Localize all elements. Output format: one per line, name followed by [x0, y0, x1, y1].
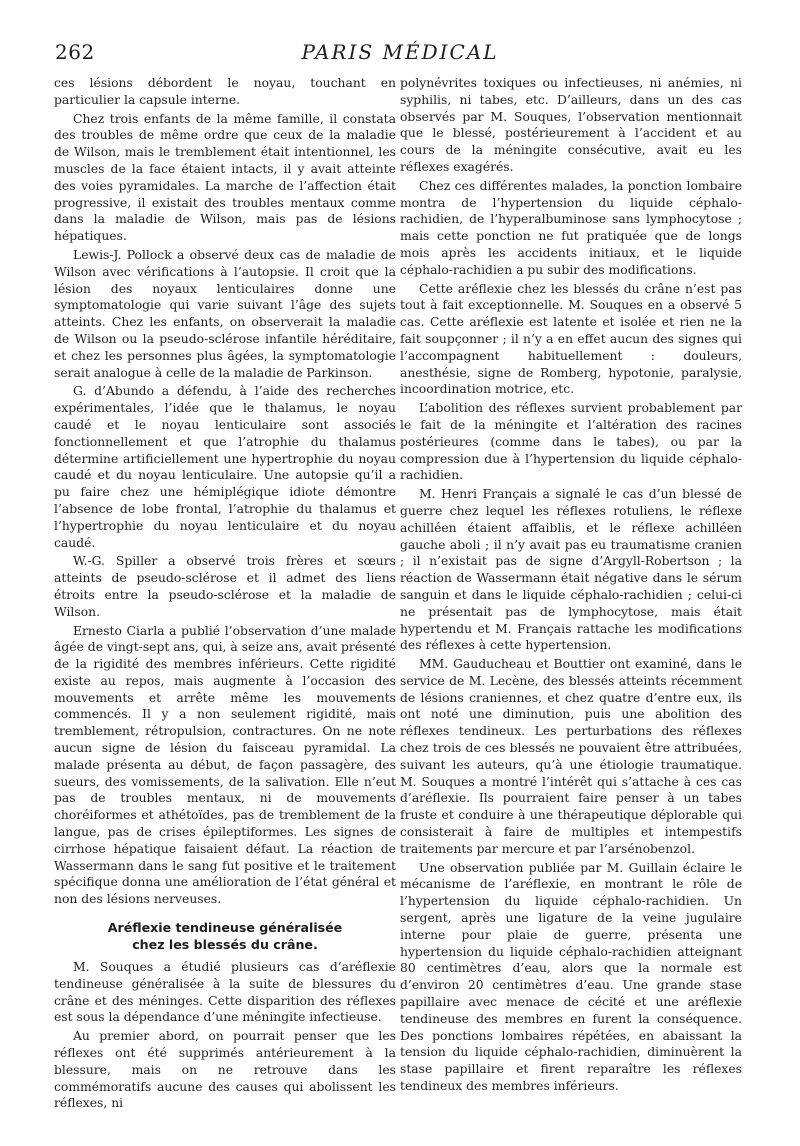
paragraph: L’abolition des réflexes survient probablement par le fait de la méningite et l’altération des racines postérieures (comme dans le tabes), ou par la compression due à l’hypertension du liquide céphalo-rachidien.	[400, 401, 742, 483]
paragraph: M. Henri Français a signalé le cas d’un blessé de guerre chez lequel les réflexes rotuliens, le réflexe achilléen étaient affaiblis, et le réflexe achilléen gauche aboli ; il n’y avait pas eu traumatisme cranien ; il n’existait pas de signe d’Argyll-Robertson ; la réaction de Wassermann était négative dans le sérum sanguin et dans le liquide céphalo-rachidien ; celui-ci ne présentait pas de lymphocytose, mais était hypertendu et M. Français rattache les modifications des réflexes à cette hypertension.	[400, 487, 742, 653]
page-number: 262	[55, 40, 95, 64]
paragraph: Chez trois enfants de la même famille, il constata des troubles de même ordre que ceux de la maladie de Wilson, mais le tremblement était intentionnel, les muscles de la face étaient intacts, il y avait atteinte des voies pyramidales. La marche de l’affection était progressive, il existait des troubles mentaux comme dans la maladie de Wilson, mais pas de lésions hépatiques.	[54, 111, 396, 244]
paragraph: MM. Gauducheau et Bouttier ont examiné, dans le service de M. Lecène, des blessés atteints récemment de lésions craniennes, et chez quatre d’entre eux, ils ont noté une diminution, puis une abolition des réflexes tendineux. Les perturbations des réflexes chez trois de ces blessés ne pouvaient être attribuées, suivant les auteurs, qu’à une étiologie traumatique. M. Souques a montré l’intérêt qui s’attache à ces cas d’aréflexie. Ils pourraient faire penser à un tabes fruste et conduire à une thérapeutique déplorable qui consisterait à faire de multiples et intempestifs traitements par mercure et par l’arsénobenzol.	[400, 657, 742, 856]
running-title: PARIS MÉDICAL	[301, 40, 499, 64]
left-column	[54, 75, 396, 1114]
paragraph: Ernesto Ciarla a publié l’observation d’une malade âgée de vingt-sept ans, qui, à seize ans, avait présenté de la rigidité des membres inférieurs. Cette rigidité existe au repos, mais augmente à l’occasion des mouvements et arrête même les mouvements commencés. Il y a non seulement rigidité, mais tremblement, rétropulsion, contractures. On ne note aucun signe de lésion du faisceau pyramidal. La malade présenta au début, de façon passagère, des sueurs, des vomissements, de la salivation. Elle n’eut pas de troubles mentaux, ni de mouvements choréiformes et athétoïdes, pas de tremblement de la langue, pas de crises épileptiformes. Les signes de cirrhose hépatique faisaient défaut. La réaction de Wassermann dans le sang fut positive et le traitement spécifique donna une amélioration de l’état général et non des lésions nerveuses.	[54, 623, 396, 907]
paragraph: G. d’Abundo a défendu, à l’aide des recherches expérimentales, l’idée que le thalamus, le noyau caudé et le noyau lenticulaire sont associés fonctionnellement et que l’atrophie du thalamus détermine artificiellement une hypertrophie du noyau caudé et du noyau lenticulaire. Une autopsie qu’il a pu faire chez une hémiplégique idiote démontre l’absence de lobe frontal, l’atrophie du thalamus et l’hypertrophie du noyau lenticulaire et du noyau caudé.	[54, 384, 396, 550]
section-heading-line-1: Aréflexie tendineuse généralisée	[107, 920, 343, 936]
section-heading	[54, 919, 396, 953]
paragraph: M. Souques a étudié plusieurs cas d’aréflexie tendineuse généralisée à la suite de blessures du crâne et des méninges. Cette disparition des réflexes est sous la dépendance d’une méningite infectieuse.	[54, 960, 396, 1025]
right-column	[400, 75, 742, 1097]
paragraph: Cette aréflexie chez les blessés du crâne n’est pas tout à fait exceptionnelle. M. Souques en a observé 5 cas. Cette aréflexie est latente et isolée et rien ne la fait soupçonner ; il n’y a en effet aucun des signes qui l’accompagnent habituellement : douleurs, anesthésie, signe de Romberg, hypotonie, paralysie, incoordination motrice, etc.	[400, 281, 742, 397]
paragraph: Une observation publiée par M. Guillain éclaire le mécanisme de l’aréflexie, en montrant le rôle de l’hypertension du liquide céphalo-rachidien. Un sergent, après une ligature de la veine jugulaire interne pour plaie de guerre, présenta une hypertension du liquide céphalo-rachidien atteignant 80 centimètres d’eau, alors que la normale est d’environ 20 centimètres d’eau. Une grande stase papillaire avec menace de cécité et une aréflexie tendineuse des membres en furent la conséquence. Des ponctions lombaires répétées, en abaissant la tension du liquide céphalo-rachidien, diminuèrent la stase papillaire et firent reparaître les réflexes tendineux des membres inférieurs.	[400, 860, 742, 1094]
paragraph: Chez ces différentes malades, la ponction lombaire montra de l’hypertension du liquide céphalo-rachidien, de l’hyperalbuminose sans lymphocytose ; mais cette ponction ne fut pratiquée que de longs mois après les accidents initiaux, et le liquide céphalo-rachidien a pu subir des modifications.	[400, 178, 742, 277]
paragraph: ces lésions débordent le noyau, touchant en particulier la capsule interne.	[54, 76, 396, 107]
section-heading-line-2: chez les blessés du crâne.	[132, 937, 318, 953]
page-header	[55, 40, 745, 70]
paragraph: Lewis-J. Pollock a observé deux cas de maladie de Wilson avec vérifications à l’autopsie. Il croit que la lésion des noyaux lenticulaires donne une symptomatologie qui varie suivant l’âge des sujets atteints. Chez les enfants, on observerait la maladie de Wilson ou la pseudo-sclérose infantile héréditaire, et chez les personnes plus âgées, la symptomatologie serait analogue à celle de la maladie de Parkinson.	[54, 247, 396, 380]
paragraph: polynévrites toxiques ou infectieuses, ni anémies, ni syphilis, ni tabes, etc. D’ailleurs, dans un des cas observés par M. Souques, l’observation mentionnait que le blessé, postérieurement à l’accident et au cours de la méningite consécutive, avait eu les réflexes exagérés.	[400, 76, 742, 174]
paragraph: Au premier abord, on pourrait penser que les réflexes ont été supprimés antérieurement à la blessure, mais on ne retrouve dans les commémoratifs aucune des causes qui abolissent les réflexes, ni	[54, 1029, 396, 1111]
paragraph: W.-G. Spiller a observé trois frères et sœurs atteints de pseudo-sclérose et il admet des liens étroits entre la pseudo-sclérose et la maladie de Wilson.	[54, 554, 396, 619]
